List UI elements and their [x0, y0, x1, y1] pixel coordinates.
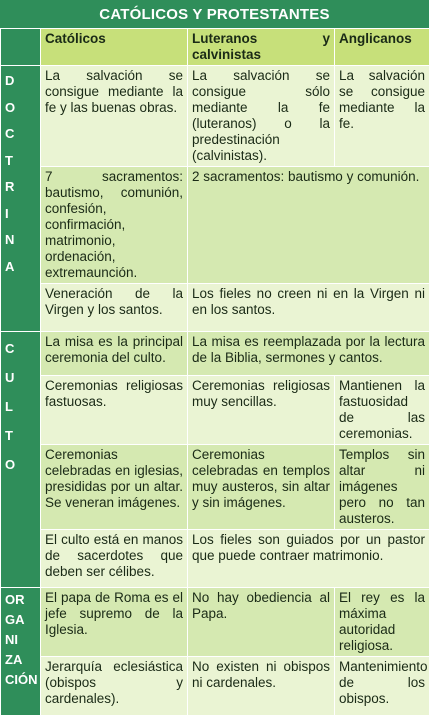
table-row: [1, 284, 429, 332]
section-label-culto: [1, 332, 41, 588]
cell-luteranos: Ceremonias religiosas muy sencillas.: [188, 376, 335, 445]
comparison-table: [0, 28, 429, 716]
table-row: [1, 657, 429, 716]
cell-catolicos: Veneración de la Virgen y los santos.: [41, 284, 188, 332]
section-letters: D O C T R I N A: [5, 68, 15, 280]
section-label-organizacion: [1, 588, 41, 716]
cell-luteranos: No existen ni obispos ni cardenales.: [188, 657, 335, 716]
header-row: [1, 29, 429, 66]
section-label-doctrina: [1, 66, 41, 332]
cell-protestantes: La misa es reemplazada por la lectura de la Biblia, sermones y cantos.: [188, 332, 429, 376]
cell-luteranos: Ceremonias celebradas en templos muy austeros, sin altar y sin imágenes.: [188, 445, 335, 530]
cell-anglicanos: La salvación se consigue mediante la fe.: [335, 66, 429, 167]
page-title: CATÓLICOS Y PROTESTANTES: [0, 0, 429, 28]
header-corner: [1, 29, 41, 66]
cell-protestantes: 2 sacramentos: bautismo y comunión.: [188, 167, 429, 284]
cell-anglicanos: Mantienen la fastuosidad de las ceremonias.: [335, 376, 429, 445]
cell-protestantes: Los fieles no creen ni en la Virgen ni en los santos.: [188, 284, 429, 332]
cell-catolicos: Jerarquía eclesiástica (obispos y cardenales).: [41, 657, 188, 716]
table-row: [1, 66, 429, 167]
cell-anglicanos: Templos sin altar ni imágenes pero no tan austeros.: [335, 445, 429, 530]
cell-catolicos: 7 sacramentos: bautismo, comunión, confesión, confirmación, matrimonio, ordenación, extremaunción.: [41, 167, 188, 284]
column-header-catolicos: Católicos: [41, 29, 188, 66]
table-row: [1, 332, 429, 376]
table-row: [1, 376, 429, 445]
table-row: [1, 588, 429, 657]
cell-anglicanos: Mantenimiento de los obispos.: [335, 657, 429, 716]
cell-catolicos: Ceremonias celebradas en iglesias, presididas por un altar. Se veneran imágenes.: [41, 445, 188, 530]
cell-catolicos: La misa es la principal ceremonia del culto.: [41, 332, 188, 376]
table-row: [1, 530, 429, 588]
column-header-luteranos: Luteranos y calvinistas: [188, 29, 335, 66]
cell-luteranos: No hay obediencia al Papa.: [188, 588, 335, 657]
table-row: [1, 167, 429, 284]
cell-catolicos: La salvación se consigue mediante la fe y las buenas obras.: [41, 66, 188, 167]
cell-protestantes: Los fieles son guiados por un pastor que puede contraer matrimonio.: [188, 530, 429, 588]
cell-catolicos: Ceremonias religiosas fastuosas.: [41, 376, 188, 445]
cell-catolicos: El culto está en manos de sacerdotes que deben ser célibes.: [41, 530, 188, 588]
cell-luteranos: La salvación se consigue sólo mediante la fe (luteranos) o la predestinación (calvinistas).: [188, 66, 335, 167]
section-letters: OR GA NI ZA CIÓN: [5, 590, 38, 690]
section-letters: C U L T O: [5, 334, 15, 479]
column-header-anglicanos: Anglicanos: [335, 29, 429, 66]
cell-anglicanos: El rey es la máxima autoridad religiosa.: [335, 588, 429, 657]
cell-catolicos: El papa de Roma es el jefe supremo de la Iglesia.: [41, 588, 188, 657]
table-row: [1, 445, 429, 530]
